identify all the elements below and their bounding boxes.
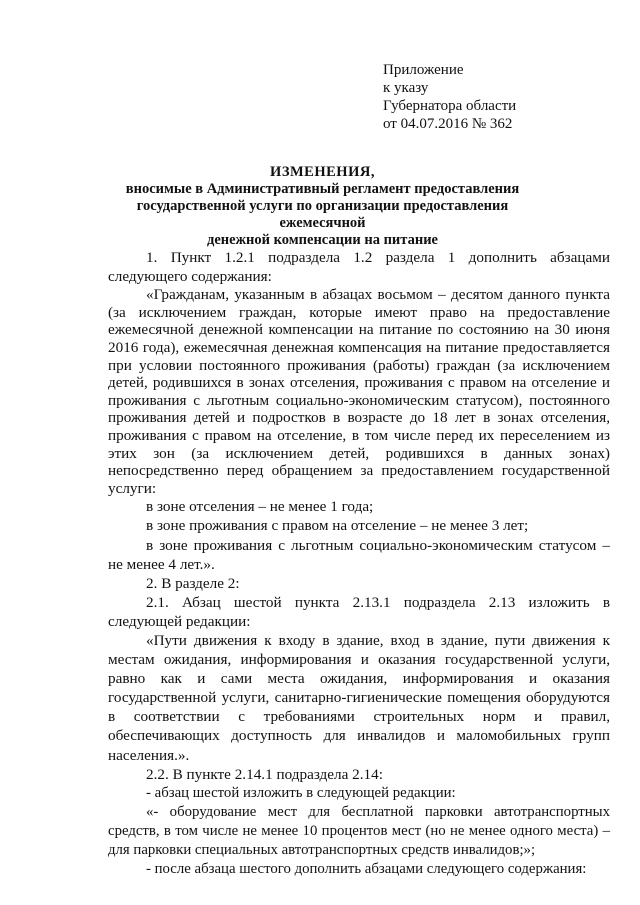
- paragraph: - после абзаца шестого дополнить абзацами следующего содержания:: [146, 861, 587, 878]
- heading-line-2: государственной услуги по организации предоставления ежемесячной: [136, 198, 509, 231]
- paragraph: в зоне проживания с правом на отселение – не менее 3 лет;: [146, 517, 529, 535]
- paragraph: 2.2. В пункте 2.14.1 подраздела 2.14:: [146, 765, 383, 783]
- paragraph: 1. Пункт 1.2.1 подраздела 1.2 раздела 1 дополнить абзацами следующего содержания:: [108, 249, 610, 286]
- heading-line-3: денежной компенсации на питание: [206, 232, 438, 248]
- appendix-line-1: Приложение: [383, 62, 464, 78]
- paragraph: «Пути движения к входу в здание, вход в здание, пути движения к местам ожидания, информирования и оказания государственной услуги, равно как и сами места ожидания, информирования и оказания государственной услуги, санитарно-гигиенические помещения оборудуются в соответствии с требованиями строительных норм и правил, обеспечивающих доступность для инвалидов и маломобильных групп населения.».: [108, 631, 610, 764]
- appendix-block: [383, 61, 516, 133]
- paragraph: в зоне отселения – не менее 1 года;: [146, 498, 374, 516]
- heading-title: ИЗМЕНЕНИЯ,: [270, 164, 375, 180]
- appendix-line-2: к указу: [383, 80, 429, 96]
- document-heading: [100, 164, 545, 249]
- paragraph: «- оборудование мест для бесплатной парковки автотранспортных средств, в том числе не менее 10 процентов мест (но не менее одного места) – для парковки специальных автотранспортных средств инвалидов;»;: [108, 803, 610, 858]
- appendix-line-4: от 04.07.2016 № 362: [383, 116, 513, 132]
- appendix-line-3: Губернатора области: [383, 98, 517, 114]
- heading-line-1: вносимые в Административный регламент предоставления: [125, 181, 520, 197]
- paragraph: 2.1. Абзац шестой пункта 2.13.1 подраздела 2.13 изложить в следующей редакции:: [108, 593, 610, 630]
- document-body: [108, 248, 610, 879]
- paragraph: 2. В разделе 2:: [146, 574, 240, 592]
- paragraph: - абзац шестой изложить в следующей редакции:: [146, 784, 456, 801]
- paragraph: «Гражданам, указанным в абзацах восьмом – десятом данного пункта (за исключением граждан, которые имеют право на предоставление ежемесячной денежной компенсации на питание по состоянию на 30 июня 2016 года), ежемесячная денежная компенсация на питание предоставляется при условии постоянного проживания (работы) граждан (за исключением детей, родившихся в зонах отселения, проживания с правом на отселение и проживания с льготным социально-экономическим статусом), постоянного проживания детей и подростков в возрасте до 18 лет в зонах отселения, проживания с правом на отселение, в том числе перед их переселением из этих зон (за исключением детей, родившихся в данных зонах) непосредственно перед обращением за предоставлением государственной услуги:: [108, 286, 610, 497]
- paragraph: в зоне проживания с льготным социально-экономическим статусом – не менее 4 лет.».: [108, 536, 610, 573]
